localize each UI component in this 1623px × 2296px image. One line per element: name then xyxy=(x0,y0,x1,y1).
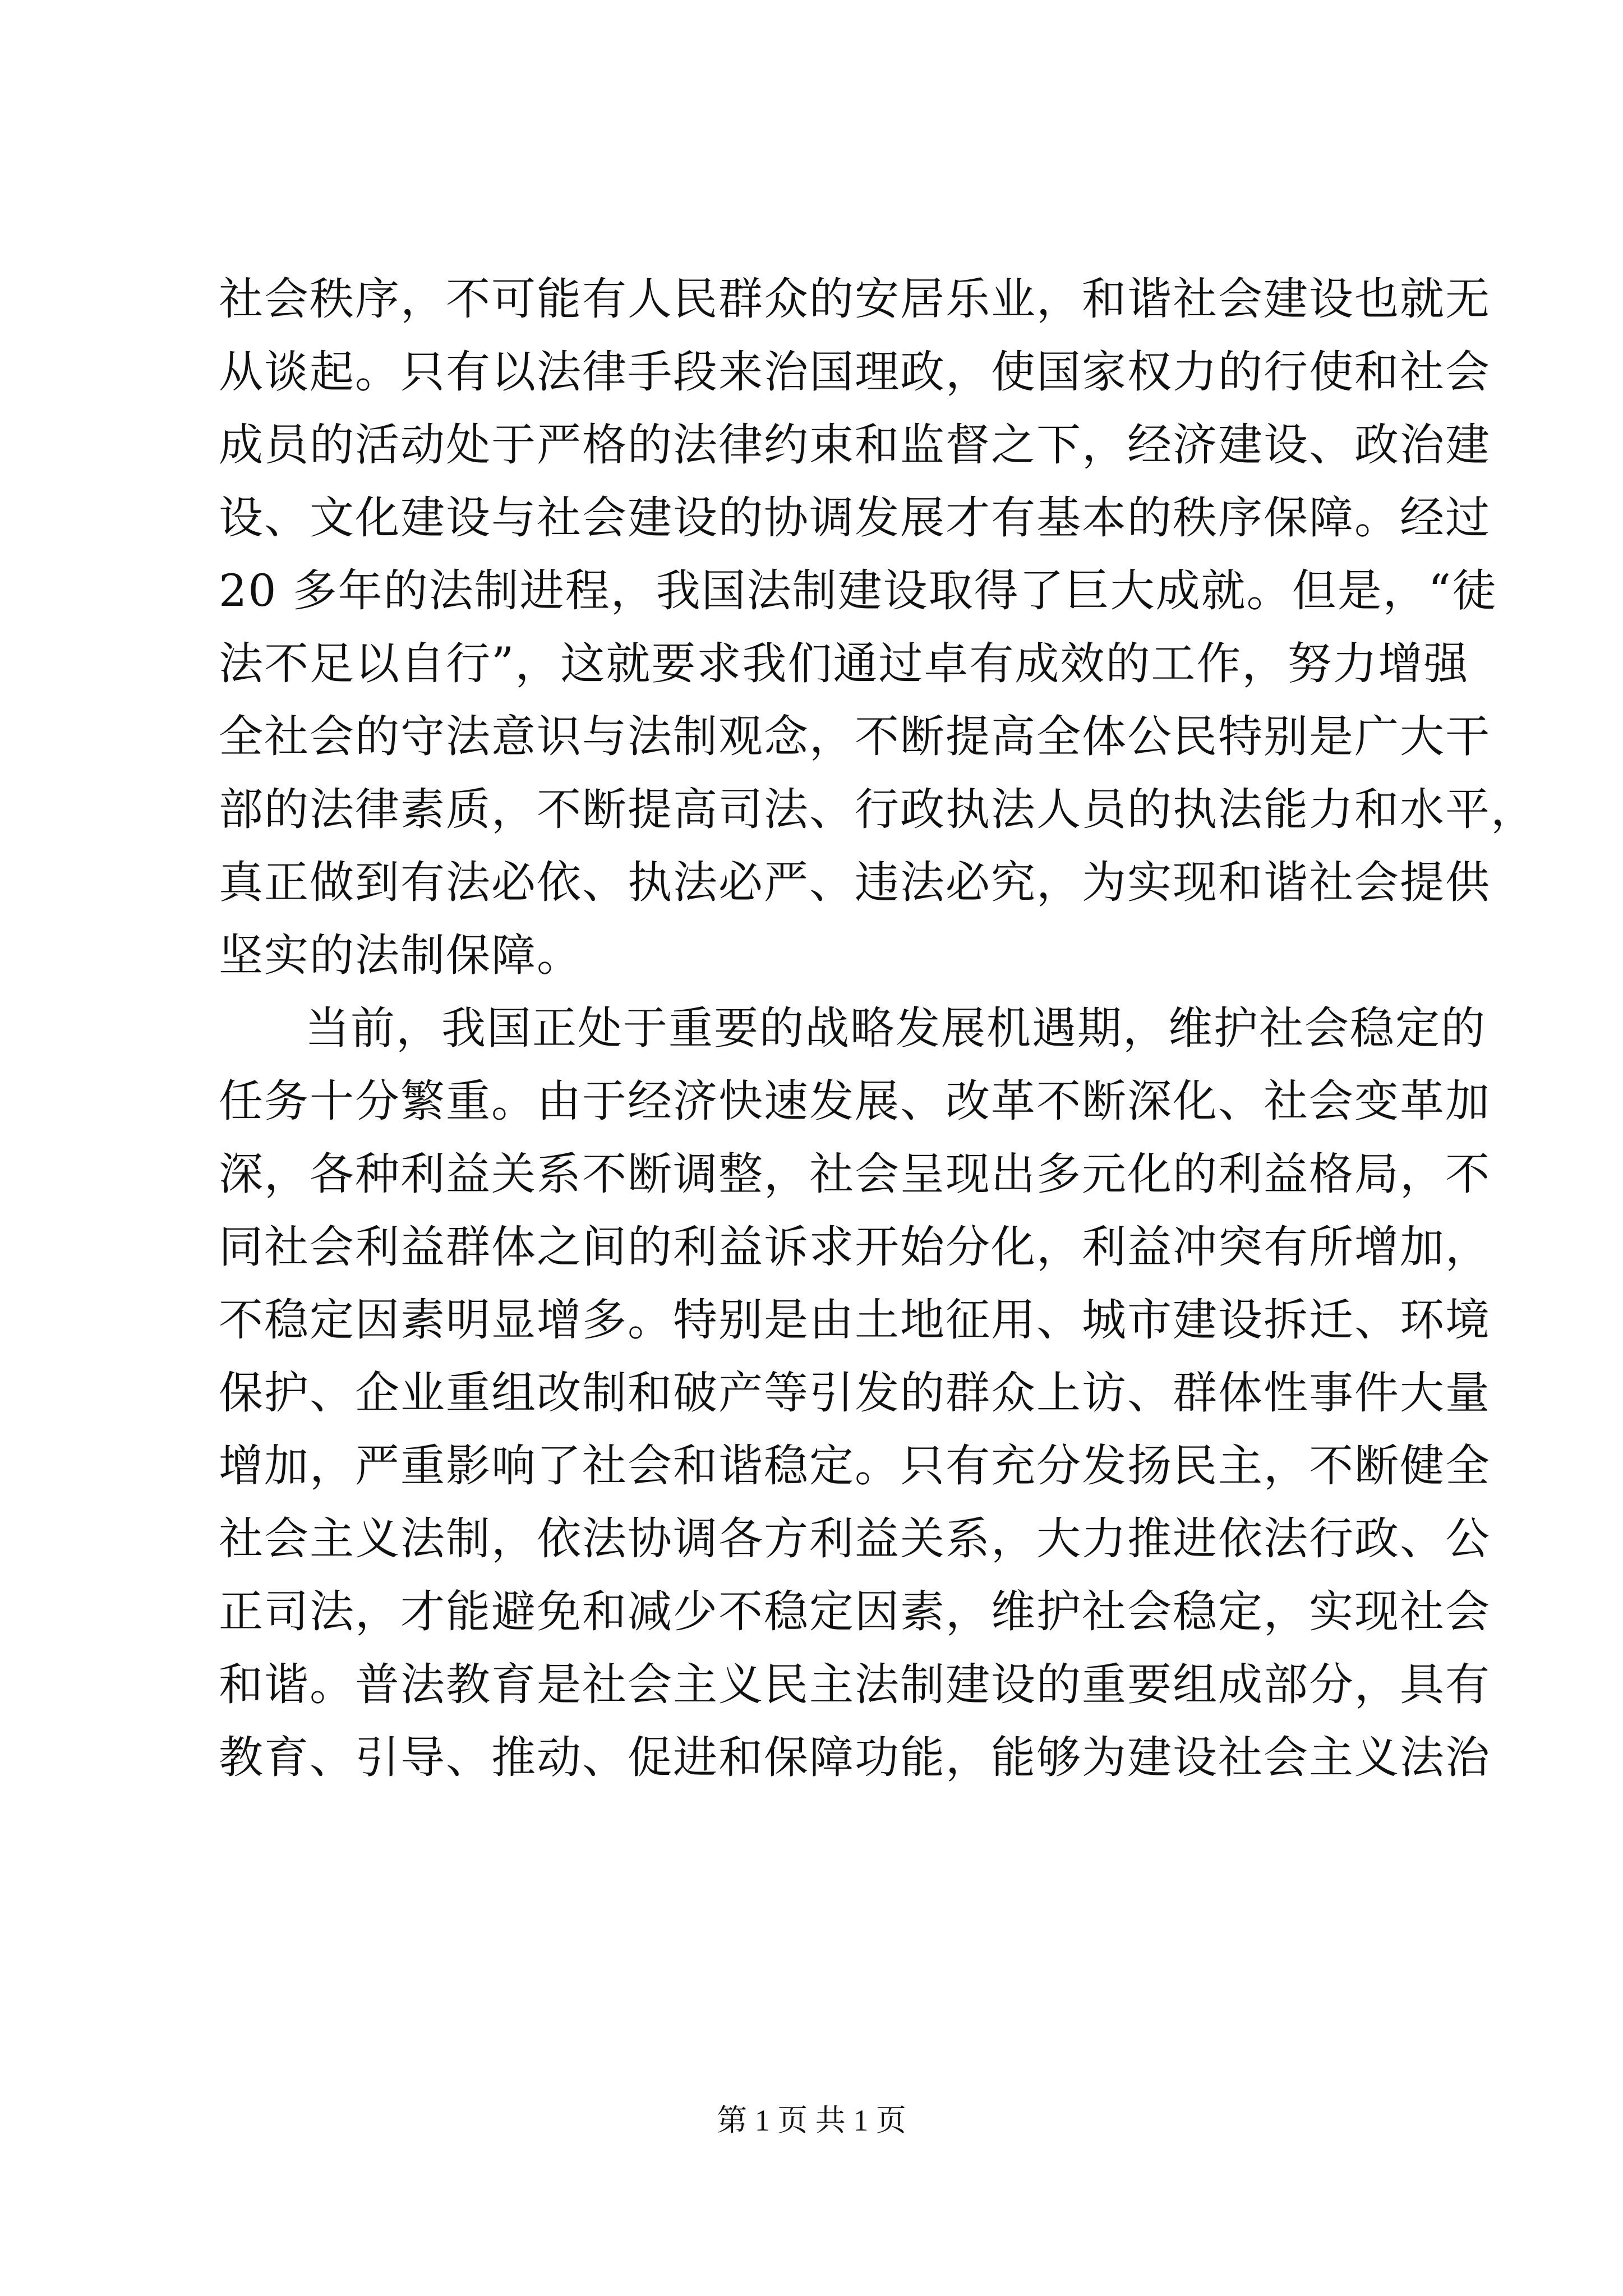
text-line: 20 多年的法制进程，我国法制建设取得了巨大成就。但是，“徒 xyxy=(219,565,1498,616)
text-line: 社会秩序，不可能有人民群众的安居乐业，和谐社会建设也就无 xyxy=(219,273,1491,325)
text-line: 从谈起。只有以法律手段来治国理政，使国家权力的行使和社会 xyxy=(219,346,1491,398)
text-line: 坚实的法制保障。 xyxy=(219,930,582,981)
text-line: 社会主义法制，依法协调各方利益关系，大力推进依法行政、公 xyxy=(219,1513,1491,1565)
text-line: 和谐。普法教育是社会主义民主法制建设的重要组成部分，具有 xyxy=(219,1659,1491,1710)
text-line: 保护、企业重组改制和破产等引发的群众上访、群体性事件大量 xyxy=(219,1367,1491,1419)
text-line: 当前，我国正处于重要的战略发展机遇期，维护社会稳定的 xyxy=(305,1002,1486,1054)
text-line: 法不足以自行”，这就要求我们通过卓有成效的工作，努力增强 xyxy=(219,638,1469,689)
text-line: 全社会的守法意识与法制观念，不断提高全体公民特别是广大干 xyxy=(219,711,1491,762)
text-line: 增加，严重影响了社会和谐稳定。只有充分发扬民主，不断健全 xyxy=(219,1440,1491,1492)
text-line: 正司法，才能避免和减少不稳定因素，维护社会稳定，实现社会 xyxy=(219,1586,1491,1637)
text-line: 部的法律素质，不断提高司法、行政执法人员的执法能力和水平， xyxy=(219,784,1536,835)
text-line: 同社会利益群体之间的利益诉求开始分化，利益冲突有所增加， xyxy=(219,1221,1491,1273)
text-line: 教育、引导、推动、促进和保障功能，能够为建设社会主义法治 xyxy=(219,1732,1491,1783)
text-line: 不稳定因素明显增多。特别是由土地征用、城市建设拆迁、环境 xyxy=(219,1294,1491,1346)
text-line: 成员的活动处于严格的法律约束和监督之下，经济建设、政治建 xyxy=(219,419,1491,471)
text-line: 设、文化建设与社会建设的协调发展才有基本的秩序保障。经过 xyxy=(219,492,1491,544)
text-line: 任务十分繁重。由于经济快速发展、改革不断深化、社会变革加 xyxy=(219,1075,1491,1127)
text-line: 深，各种利益关系不断调整，社会呈现出多元化的利益格局，不 xyxy=(219,1148,1491,1200)
page-footer xyxy=(0,2098,1623,2143)
page-number: 第 1 页 共 1 页 xyxy=(717,2104,906,2137)
text-line: 真正做到有法必依、执法必严、违法必究，为实现和谐社会提供 xyxy=(219,857,1491,908)
